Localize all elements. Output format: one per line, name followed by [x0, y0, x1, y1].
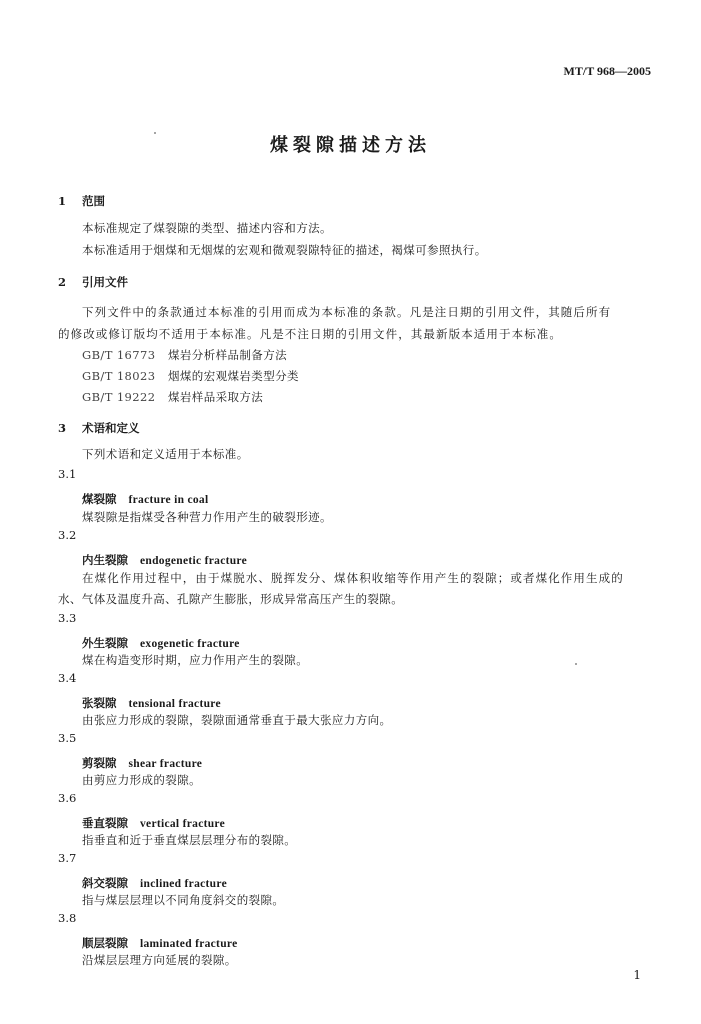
paragraph: 的修改或修订版均不适用于本标准。凡是不注日期的引用文件，其最新版本适用于本标准。 [58, 327, 562, 341]
term-chinese: 煤裂隙 [82, 492, 117, 506]
reference-code: GB/T 18023 [82, 369, 156, 383]
section-2-heading [58, 274, 128, 290]
paragraph: 本标准适用于烟煤和无烟煤的宏观和微观裂隙特征的描述，褐煤可参照执行。 [82, 243, 487, 257]
term-chinese: 顺层裂隙 [82, 936, 128, 950]
term-number: 3.6 [58, 791, 77, 805]
term-definition: 指与煤层层理以不同角度斜交的裂隙。 [82, 893, 285, 907]
term-chinese: 张裂隙 [82, 696, 117, 710]
paragraph: 下列文件中的条款通过本标准的引用而成为本标准的条款。凡是注日期的引用文件，其随后所有 [82, 305, 612, 319]
section-number: 3 [58, 421, 67, 435]
term-definition: 在煤化作用过程中，由于煤脱水、脱挥发分、煤体积收缩等作用产生的裂隙；或者煤化作用生成的 [82, 571, 624, 585]
term-english: tensional fracture [128, 698, 221, 710]
section-title: 范围 [82, 194, 106, 208]
term-english: endogenetic fracture [140, 555, 248, 567]
term-number: 3.8 [58, 911, 77, 925]
reference-doc [82, 389, 263, 405]
section-1-heading [58, 193, 105, 209]
reference-doc [82, 368, 299, 384]
term-definition-continued: 水、气体及温度升高、孔隙产生膨胀，形成异常高压产生的裂隙。 [58, 592, 404, 606]
section-number: 2 [58, 275, 67, 289]
term-heading [82, 692, 221, 711]
term-chinese: 内生裂隙 [82, 553, 128, 567]
section-title: 引用文件 [82, 275, 129, 289]
term-english: fracture in coal [128, 494, 209, 506]
reference-name: 煤岩样品采取方法 [168, 390, 264, 404]
term-heading [82, 752, 202, 771]
term-definition: 煤在构造变形时期，应力作用产生的裂隙。 [82, 653, 309, 667]
term-number: 3.5 [58, 731, 77, 745]
term-number: 3.7 [58, 851, 77, 865]
term-heading [82, 812, 225, 831]
section-number: 1 [58, 194, 67, 208]
term-number: 3.3 [58, 611, 77, 625]
term-definition: 指垂直和近于垂直煤层层理分布的裂隙。 [82, 833, 297, 847]
paragraph: 本标准规定了煤裂隙的类型、描述内容和方法。 [82, 221, 332, 235]
term-english: exogenetic fracture [140, 638, 240, 650]
reference-code: GB/T 16773 [82, 348, 156, 362]
term-definition: 煤裂隙是指煤受各种营力作用产生的破裂形迹。 [82, 510, 332, 524]
term-definition: 沿煤层层理方向延展的裂隙。 [82, 953, 237, 967]
section-3-heading [58, 420, 140, 436]
section-title: 术语和定义 [82, 421, 140, 435]
term-number: 3.4 [58, 671, 77, 685]
reference-doc [82, 347, 287, 363]
term-definition: 由张应力形成的裂隙，裂隙面通常垂直于最大张应力方向。 [82, 713, 392, 727]
page-number: 1 [633, 968, 641, 982]
term-chinese: 斜交裂隙 [82, 876, 128, 890]
term-chinese: 外生裂隙 [82, 636, 128, 650]
term-definition: 由剪应力形成的裂隙。 [82, 773, 201, 787]
term-chinese: 剪裂隙 [82, 756, 117, 770]
term-heading [82, 488, 208, 507]
term-heading [82, 872, 227, 891]
term-number: 3.2 [58, 528, 77, 542]
reference-code: GB/T 19222 [82, 390, 156, 404]
document-title: 煤裂隙描述方法 [270, 135, 431, 156]
term-number: 3.1 [58, 467, 77, 481]
term-heading [82, 632, 240, 651]
term-heading [82, 932, 237, 951]
reference-name: 煤岩分析样品制备方法 [168, 348, 287, 362]
term-english: inclined fracture [140, 878, 227, 890]
term-english: shear fracture [128, 758, 203, 770]
paragraph: 下列术语和定义适用于本标准。 [82, 447, 249, 461]
scan-speck [575, 663, 577, 665]
standard-number: MT/T 968—2005 [563, 64, 651, 78]
reference-name: 烟煤的宏观煤岩类型分类 [168, 369, 299, 383]
term-heading [82, 549, 247, 568]
term-english: vertical fracture [140, 818, 226, 830]
term-english: laminated fracture [140, 938, 238, 950]
term-chinese: 垂直裂隙 [82, 816, 128, 830]
